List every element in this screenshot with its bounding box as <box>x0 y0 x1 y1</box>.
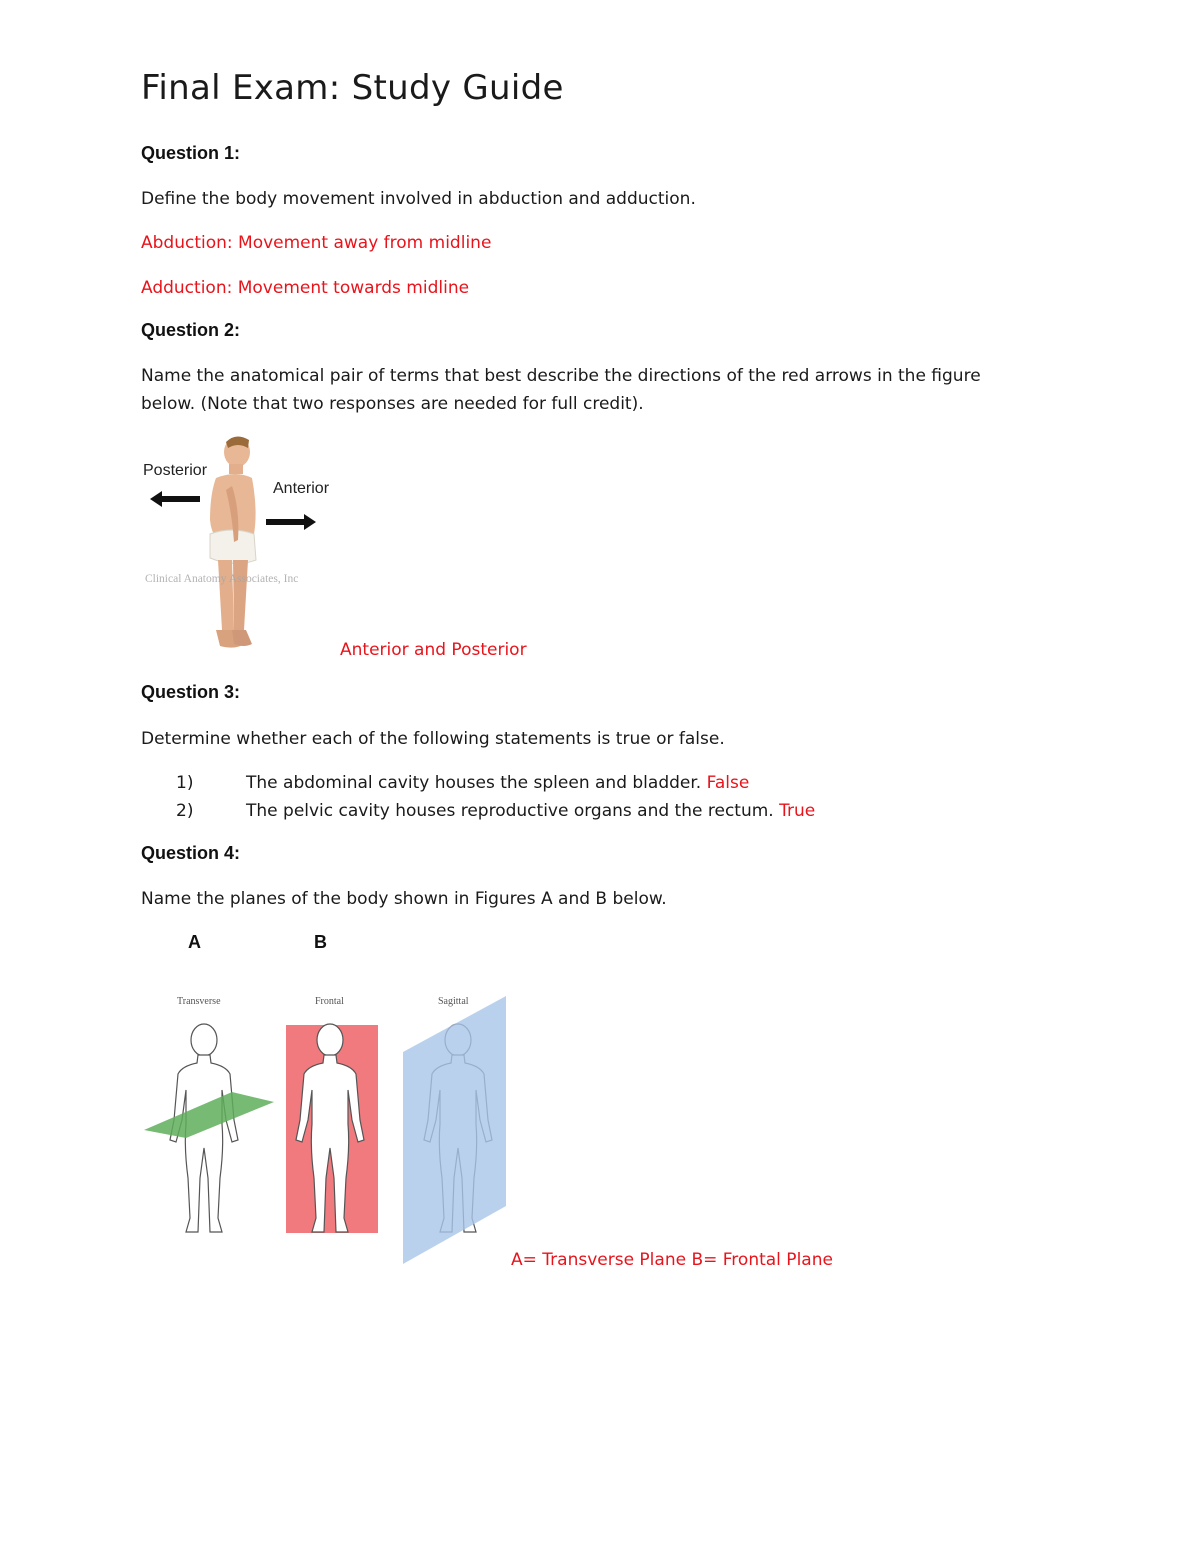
anatomical-direction-figure <box>140 430 350 662</box>
figure-label-a: A <box>188 932 201 952</box>
question-2-heading: Question 2: <box>141 320 241 340</box>
question-4-answer: A= Transverse Plane B= Frontal Plane <box>511 1250 833 1270</box>
body-planes-figure <box>140 988 515 1270</box>
posterior-label: Posterior <box>143 462 208 479</box>
question-2-prompt-line-2: below. (Note that two responses are needed for full credit). <box>141 394 644 414</box>
question-2-answer: Anterior and Posterior <box>340 640 527 660</box>
question-4-heading: Question 4: <box>141 843 241 863</box>
question-1-answer-abduction: Abduction: Movement away from midline <box>141 233 492 253</box>
anterior-arrow <box>266 514 316 530</box>
list-item-answer: False <box>706 773 750 793</box>
standing-person-illustration <box>210 436 256 647</box>
frontal-plane-diagram <box>286 1024 378 1233</box>
list-item-answer: True <box>779 801 816 821</box>
question-3-heading: Question 3: <box>141 682 241 702</box>
page-title: Final Exam: Study Guide <box>141 68 564 108</box>
question-4-prompt: Name the planes of the body shown in Figures A and B below. <box>141 889 667 909</box>
anterior-label: Anterior <box>273 480 330 497</box>
list-item <box>176 801 815 821</box>
transverse-plane-label: Transverse <box>177 996 221 1007</box>
sagittal-plane-label: Sagittal <box>438 996 469 1007</box>
sagittal-plane <box>403 996 506 1264</box>
posterior-arrow <box>150 491 200 507</box>
sagittal-plane-diagram <box>403 996 506 1264</box>
list-item-number: 2) <box>176 801 194 821</box>
figure-label-b: B <box>314 932 327 952</box>
list-item-statement: The abdominal cavity houses the spleen and bladder. <box>246 773 702 793</box>
list-item <box>176 773 749 793</box>
question-1-heading: Question 1: <box>141 143 241 163</box>
question-3-prompt: Determine whether each of the following statements is true or false. <box>141 729 725 749</box>
question-1-prompt: Define the body movement involved in abduction and adduction. <box>141 189 696 209</box>
question-2-prompt-line-1: Name the anatomical pair of terms that best describe the directions of the red arrows in the figure <box>141 366 981 386</box>
figure-watermark: Clinical Anatomy Associates, Inc <box>145 573 299 585</box>
list-item-statement: The pelvic cavity houses reproductive organs and the rectum. <box>246 801 774 821</box>
list-item-number: 1) <box>176 773 194 793</box>
frontal-plane-label: Frontal <box>315 996 344 1007</box>
transverse-plane-diagram <box>144 1024 274 1232</box>
question-1-answer-adduction: Adduction: Movement towards midline <box>141 278 470 298</box>
